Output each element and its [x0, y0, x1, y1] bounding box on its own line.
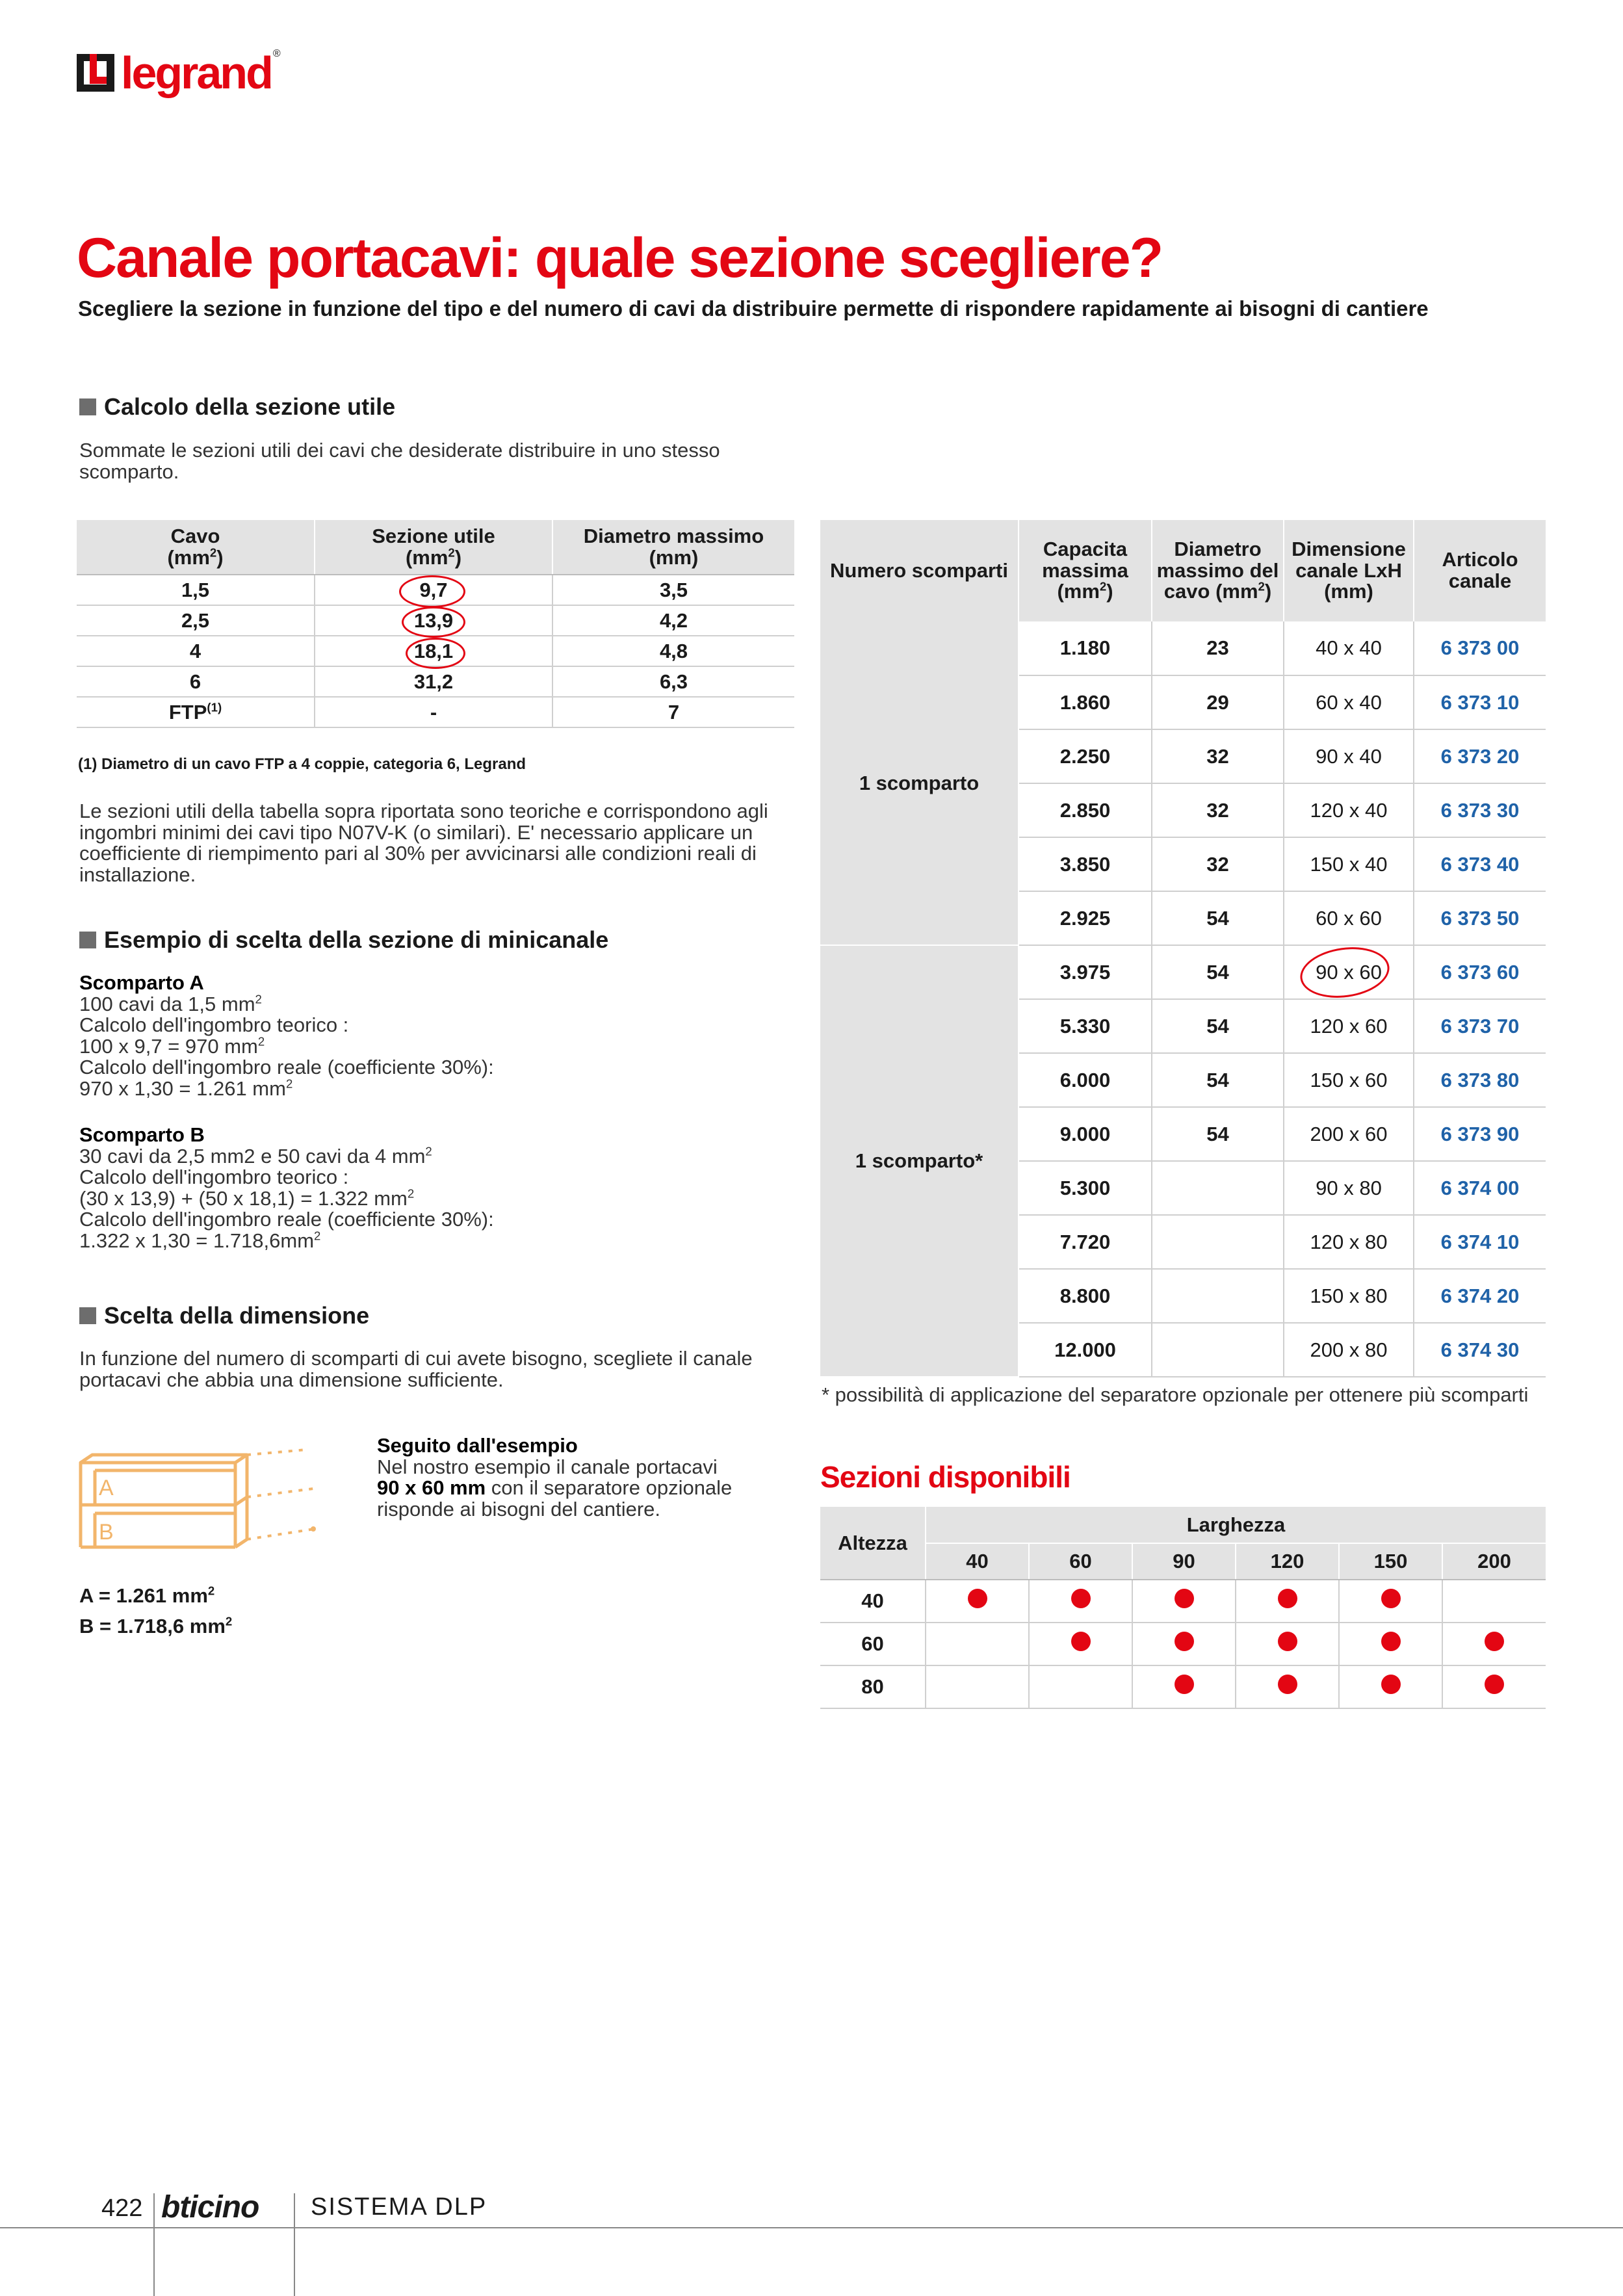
available-dot-icon: [1381, 1632, 1401, 1651]
logo-registered: ®: [272, 48, 281, 59]
width-header: 150: [1339, 1543, 1442, 1580]
logo-text: legrand: [121, 47, 272, 98]
height-label: 40: [820, 1580, 926, 1623]
availability-cell: [926, 1580, 1029, 1623]
availability-cell: [1029, 1623, 1132, 1665]
available-dot-icon: [1381, 1675, 1401, 1694]
page-number: 422: [101, 2195, 143, 2222]
bticino-logo: bticino: [161, 2190, 259, 2224]
highlight-circle: [399, 575, 465, 608]
table-row: 7.720 120 x 80 6 374 10: [820, 1215, 1546, 1269]
width-header: 200: [1442, 1543, 1546, 1580]
table-row: 4 18,1 4,8: [77, 636, 794, 666]
scelta-heading: [79, 1304, 369, 1327]
highlight-circle: [406, 638, 465, 669]
sezioni-table: [820, 1507, 1546, 1709]
header-altezza: Altezza: [820, 1507, 926, 1580]
available-dot-icon: [1381, 1589, 1401, 1608]
footer-divider: [294, 2193, 295, 2296]
seguito-text: Seguito dall'esempio Nel nostro esempio il canale portacavi 90 x 60 mm con il separatore opzionale risponde ai bisogni del cantiere.: [377, 1434, 733, 1520]
table-row: 2.250 32 90 x 40 6 373 20: [820, 729, 1546, 783]
table-row: 2,5 13,9 4,2: [77, 605, 794, 636]
cable-note: (1) Diametro di un cavo FTP a 4 coppie, categoria 6, Legrand: [78, 755, 526, 773]
available-dot-icon: [1071, 1589, 1091, 1608]
width-header: 90: [1132, 1543, 1236, 1580]
scomparto-b: Scomparto B 30 cavi da 2,5 mm2 e 50 cavi da 4 $mm^2$ Calcolo dell'ingombro teorico : (30 x 13,9) + (50 x 18,1) = 1.322 $mm^2$ Calcolo dell'ingombro reale (coefficiente 30%): 1.322 x $1,30 = 1.718,6mm^2$: [79, 1123, 494, 1252]
width-header: 60: [1029, 1543, 1132, 1580]
availability-cell: [1339, 1665, 1442, 1708]
channel-illustration: [73, 1443, 326, 1554]
table-row: 6.000 54 150 x 60 6 373 80: [820, 1053, 1546, 1107]
width-header: 40: [926, 1543, 1029, 1580]
footer-divider: [153, 2193, 155, 2296]
header-larghezza: Larghezza: [926, 1507, 1546, 1543]
available-dot-icon: [1175, 1589, 1194, 1608]
table-row: 1 scomparto* 3.975 54 90 x 60 6 373 60: [820, 945, 1546, 999]
table-row: 6 31,2 6,3: [77, 666, 794, 697]
square-bullet-icon: [79, 932, 96, 948]
available-dot-icon: [1278, 1589, 1297, 1608]
table-row: 1.860 29 60 x 40 6 373 10: [820, 675, 1546, 729]
table-row: [820, 1623, 1546, 1665]
page-subtitle: Scegliere la sezione in funzione del tipo e del numero di cavi da distribuire permette di rispondere rapidamente ai bisogni di cantiere: [78, 296, 1429, 320]
availability-cell: [926, 1665, 1029, 1708]
availability-cell: [1236, 1665, 1339, 1708]
available-dot-icon: [1278, 1632, 1297, 1651]
availability-cell: [926, 1623, 1029, 1665]
availability-cell: [1236, 1623, 1339, 1665]
table-row: 9.000 54 200 x 60 6 373 90: [820, 1107, 1546, 1161]
theory-text: Le sezioni utili della tabella sopra riportata sono teoriche e corrispondono agli ingombri minimi dei cavi tipo N07V-K (o similari). E' necessario applicare un coefficiente di riempimento pari al 30% per avvicinarsi alle condizioni reali di installazione.: [79, 800, 768, 886]
available-dot-icon: [968, 1589, 987, 1608]
square-bullet-icon: [79, 398, 96, 415]
table-row: 2.850 32 120 x 40 6 373 30: [820, 783, 1546, 837]
figure-label-a: A: [99, 1476, 114, 1500]
square-bullet-icon: [79, 1307, 96, 1324]
sezioni-title: Sezioni disponibili: [820, 1460, 1071, 1494]
header-capacita: Capacita massima $(mm^2)$: [1019, 520, 1152, 621]
table-row: 5.300 90 x 80 6 374 00: [820, 1161, 1546, 1215]
result-b: B = 1.718,6 $mm^2$: [79, 1614, 233, 1637]
table-row: 1 scomparto 1.180 23 40 x 40 6 373 00: [820, 621, 1546, 675]
header-diametro: Diametro massimo (mm): [552, 520, 794, 575]
calcolo-text: Sommate le sezioni utili dei cavi che desiderate distribuire in uno stesso scomparto.: [79, 439, 720, 483]
availability-cell: [1236, 1580, 1339, 1623]
available-dot-icon: [1175, 1675, 1194, 1694]
table-row: 8.800 150 x 80 6 374 20: [820, 1269, 1546, 1323]
availability-cell: [1442, 1665, 1546, 1708]
page-title: Canale portacavi: quale sezione scegliere?: [77, 227, 1163, 289]
esempio-heading: [79, 928, 608, 952]
availability-cell: [1132, 1623, 1236, 1665]
channel-note: * possibilità di applicazione del separatore opzionale per ottenere più scomparti: [822, 1383, 1529, 1406]
available-dot-icon: [1175, 1632, 1194, 1651]
availability-cell: [1339, 1580, 1442, 1623]
table-row: 5.330 54 120 x 60 6 373 70: [820, 999, 1546, 1053]
legrand-mark-icon: [77, 54, 114, 92]
table-row: 3.850 32 150 x 40 6 373 40: [820, 837, 1546, 891]
scomparto-a: Scomparto A 100 cavi da 1,5 $mm^2$ Calcolo dell'ingombro teorico : 100 x 9,7 = 970 $mm^2$ Calcolo dell'ingombro reale (coefficiente 30%): 970 x 1,30 = 1.261 $mm^2$: [79, 971, 494, 1100]
width-header: 120: [1236, 1543, 1339, 1580]
calcolo-heading: [79, 395, 395, 419]
header-cavo: Cavo $(mm^2)$: [77, 520, 315, 575]
results: [79, 1581, 232, 1641]
table-row: 12.000 200 x 80 6 374 30: [820, 1323, 1546, 1377]
availability-cell: [1132, 1580, 1236, 1623]
system-name: SISTEMA DLP: [311, 2193, 487, 2221]
height-label: 80: [820, 1665, 926, 1708]
scelta-text: In funzione del numero di scomparti di cui avete bisogno, scegliete il canale portacavi che abbia una dimensione sufficiente.: [79, 1347, 753, 1391]
header-diametro-cavo: Diametro massimo del cavo $(mm^2)$: [1152, 520, 1284, 621]
availability-cell: [1339, 1623, 1442, 1665]
availability-cell: [1442, 1580, 1546, 1623]
esempio-heading-text: Esempio di scelta della sezione di minicanale: [104, 926, 609, 953]
availability-cell: [1132, 1665, 1236, 1708]
highlight-circle: [402, 607, 465, 638]
height-label: 60: [820, 1623, 926, 1665]
table-row: 1,5 9,7 3,5: [77, 575, 794, 605]
table-row: 2.925 54 60 x 60 6 373 50: [820, 891, 1546, 945]
result-a: A = 1.261 $mm^2$: [79, 1584, 215, 1607]
availability-cell: [1442, 1623, 1546, 1665]
channel-table: [820, 520, 1546, 1377]
table-row: [820, 1580, 1546, 1623]
table-row: FTP$^{(1)}$ - 7: [77, 697, 794, 727]
available-dot-icon: [1485, 1632, 1504, 1651]
availability-cell: [1029, 1580, 1132, 1623]
availability-cell: [1029, 1665, 1132, 1708]
header-dimensione: Dimensione canale LxH (mm): [1284, 520, 1414, 621]
header-numero: Numero scomparti: [820, 520, 1019, 621]
table-row: [820, 1665, 1546, 1708]
available-dot-icon: [1485, 1675, 1504, 1694]
header-sezione: Sezione utile $(mm^2)$: [315, 520, 552, 575]
figure-label-b: B: [99, 1520, 114, 1545]
available-dot-icon: [1071, 1632, 1091, 1651]
legrand-logo: [77, 47, 281, 99]
footer-line: [0, 2227, 1623, 2228]
header-articolo: Articolo canale: [1414, 520, 1546, 621]
group-label: 1 scomparto: [820, 621, 1019, 945]
calcolo-heading-text: Calcolo della sezione utile: [104, 393, 396, 420]
available-dot-icon: [1278, 1675, 1297, 1694]
group-label: 1 scomparto*: [820, 945, 1019, 1377]
scelta-heading-text: Scelta della dimensione: [104, 1302, 370, 1329]
